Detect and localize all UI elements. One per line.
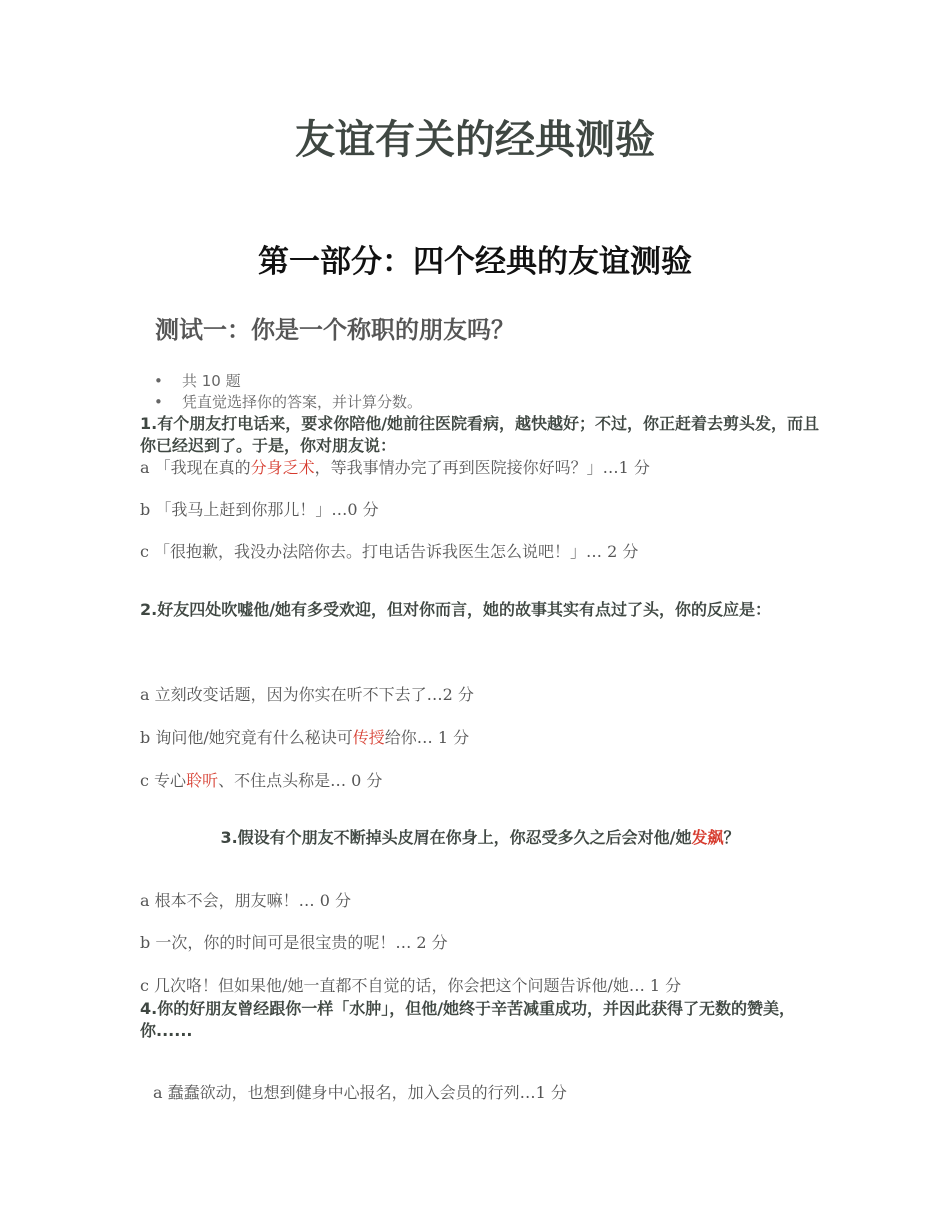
part-one-heading: 第一部分：四个经典的友谊测验 bbox=[258, 244, 692, 280]
question-2-option-b: b 询问他/她究竟有什么秘诀可传授给你… 1 分 bbox=[140, 728, 470, 747]
question-4-option-a: a 蠢蠢欲动，也想到健身中心报名，加入会员的行列…1 分 bbox=[153, 1083, 567, 1102]
question-1-option-c: c 「很抱歉，我没办法陪你去。打电话告诉我医生怎么说吧！」… 2 分 bbox=[140, 542, 639, 561]
document-title: 友谊有关的经典测验 bbox=[295, 117, 655, 163]
question-2-text: 2.好友四处吹嘘他/她有多受欢迎，但对你而言，她的故事其实有点过了头，你的反应是： bbox=[140, 600, 772, 619]
question-4-text: 4.你的好朋友曾经跟你一样「水肿」，但他/她终于辛苦减重成功，并因此获得了无数的赞美，你...... bbox=[140, 999, 796, 1040]
question-3-text: 3.假设有个朋友不断掉头皮屑在你身上，你忍受多久之后会对他/她发飙？ bbox=[220, 828, 740, 847]
test-one-heading: 测试一：你是一个称职的朋友吗？ bbox=[155, 315, 515, 344]
question-1-option-a: a 「我现在真的分身乏术，等我事情办完了再到医院接你好吗？」…1 分 bbox=[140, 458, 650, 477]
question-3-option-a: a 根本不会，朋友嘛！… 0 分 bbox=[140, 891, 351, 910]
question-3-option-c: c 几次咯！但如果他/她一直都不自觉的话，你会把这个问题告诉他/她… 1 分 bbox=[140, 976, 682, 995]
question-1-option-b: b 「我马上赶到你那儿！」…0 分 bbox=[140, 500, 379, 519]
instruction-item: • 凭直觉选择你的答案，并计算分数。 bbox=[154, 393, 423, 411]
instructions-list bbox=[150, 371, 422, 413]
question-1-text: 1.有个朋友打电话来，要求你陪他/她前往医院看病，越快越好；不过，你正赶着去剪头发，而且你已经迟到了。于是，你对朋友说： bbox=[140, 414, 820, 455]
question-2-option-c: c 专心聆听、不住点头称是… 0 分 bbox=[140, 771, 383, 790]
question-2-option-a: a 立刻改变话题，因为你实在听不下去了…2 分 bbox=[140, 685, 474, 704]
instruction-item: • 共 10 题 bbox=[154, 372, 241, 390]
bullet-icon: • bbox=[154, 372, 163, 390]
bullet-icon: • bbox=[154, 393, 163, 411]
question-3-option-b: b 一次，你的时间可是很宝贵的呢！… 2 分 bbox=[140, 933, 448, 952]
